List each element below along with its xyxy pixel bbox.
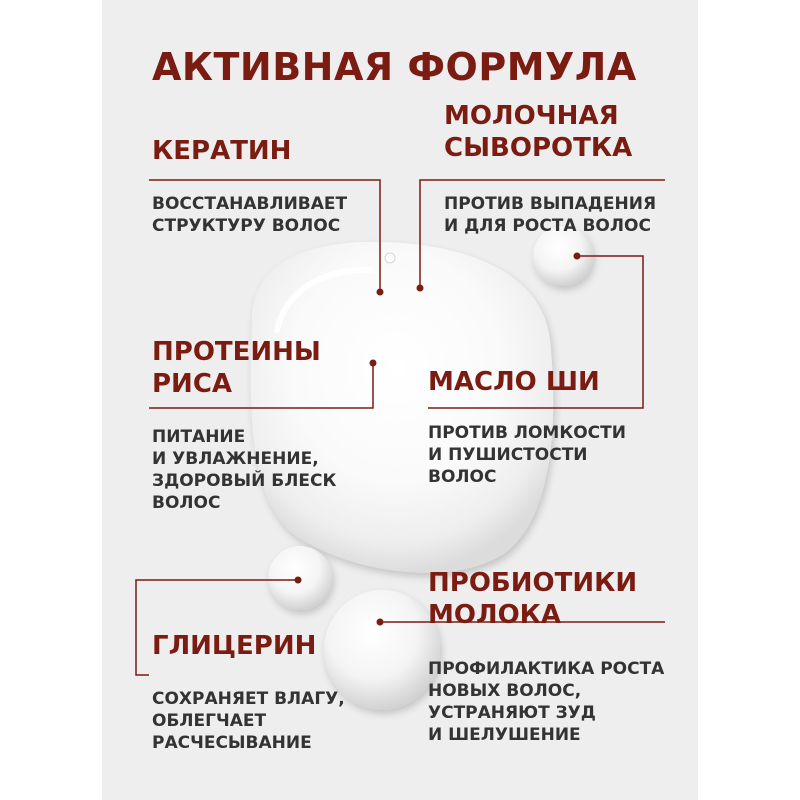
whey-description: ПРОТИВ ВЫПАДЕНИЯ И ДЛЯ РОСТА ВОЛОС — [444, 194, 657, 237]
content-panel — [102, 0, 698, 800]
glycerin-heading: ГЛИЦЕРИН — [152, 631, 317, 661]
keratin-heading: КЕРАТИН — [152, 136, 292, 166]
rice-heading: ПРОТЕИНЫ РИСА — [152, 337, 321, 400]
glycerin-description: СОХРАНЯЕТ ВЛАГУ, ОБЛЕГЧАЕТ РАСЧЕСЫВАНИЕ — [152, 689, 345, 754]
shea-heading: МАСЛО ШИ — [428, 367, 600, 397]
keratin-description: ВОССТАНАВЛИВАЕТ СТРУКТУРУ ВОЛОС — [152, 194, 348, 237]
left-small-drop — [268, 546, 332, 610]
tiny-drop — [385, 253, 395, 263]
probiotics-heading: ПРОБИОТИКИ МОЛОКА — [428, 568, 638, 631]
probiotics-description: ПРОФИЛАКТИКА РОСТА НОВЫХ ВОЛОС, УСТРАНЯЮТ ЗУД И ШЕЛУШЕНИЕ — [428, 659, 665, 746]
shea-description: ПРОТИВ ЛОМКОСТИ И ПУШИСТОСТИ ВОЛОС — [428, 423, 626, 488]
rice-description: ПИТАНИЕ И УВЛАЖНЕНИЕ, ЗДОРОВЫЙ БЛЕСК ВОЛОС — [152, 427, 337, 514]
whey-heading: МОЛОЧНАЯ СЫВОРОТКА — [444, 101, 633, 164]
page-title: АКТИВНАЯ ФОРМУЛА — [152, 45, 637, 89]
